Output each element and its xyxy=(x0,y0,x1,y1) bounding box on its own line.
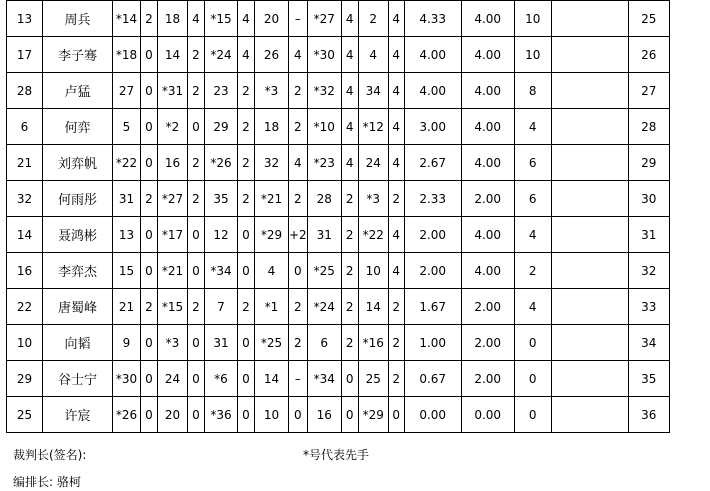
rank-cell: 34 xyxy=(628,325,669,361)
player-name-cell: 聂鸿彬 xyxy=(43,217,113,253)
round-opponent-cell: *31 xyxy=(158,73,188,109)
rank-cell: 25 xyxy=(628,1,669,37)
round-opponent-cell: *25 xyxy=(307,253,341,289)
player-name-cell: 刘弈帆 xyxy=(43,145,113,181)
player-number-cell: 29 xyxy=(7,361,43,397)
round-score-cell: 2 xyxy=(289,109,308,145)
round-score-cell: 2 xyxy=(341,217,358,253)
tiebreak-cell: 6 xyxy=(514,145,551,181)
round-score-cell: 4 xyxy=(341,73,358,109)
round-score-cell: 0 xyxy=(141,145,158,181)
points-cell: 4.00 xyxy=(461,145,514,181)
first-move-note: *号代表先手 xyxy=(303,448,370,462)
round-opponent-cell: *22 xyxy=(113,145,141,181)
rank-cell: 30 xyxy=(628,181,669,217)
player-number-cell: 17 xyxy=(7,37,43,73)
round-opponent-cell: *23 xyxy=(307,145,341,181)
points-cell: 4.00 xyxy=(461,217,514,253)
round-score-cell: 4 xyxy=(388,73,404,109)
round-score-cell: 2 xyxy=(238,181,255,217)
tiebreak-cell: 4 xyxy=(514,109,551,145)
tiebreak-cell: 4 xyxy=(514,217,551,253)
tiebreak-cell: 8 xyxy=(514,73,551,109)
round-score-cell: – xyxy=(289,361,308,397)
total-score-cell: 4.00 xyxy=(404,73,461,109)
round-opponent-cell: 16 xyxy=(158,145,188,181)
round-score-cell: 4 xyxy=(289,145,308,181)
round-score-cell: 4 xyxy=(341,109,358,145)
round-opponent-cell: *34 xyxy=(307,361,341,397)
round-opponent-cell: 20 xyxy=(158,397,188,433)
table-row xyxy=(7,1,670,37)
points-cell: 2.00 xyxy=(461,325,514,361)
round-score-cell: 4 xyxy=(238,37,255,73)
round-score-cell: 2 xyxy=(341,253,358,289)
round-score-cell: 0 xyxy=(238,253,255,289)
blank-cell xyxy=(551,109,628,145)
rank-cell: 36 xyxy=(628,397,669,433)
tiebreak-cell: 6 xyxy=(514,181,551,217)
table-row xyxy=(7,109,670,145)
table-row xyxy=(7,253,670,289)
blank-cell xyxy=(551,1,628,37)
rank-cell: 28 xyxy=(628,109,669,145)
rank-cell: 31 xyxy=(628,217,669,253)
round-score-cell: 0 xyxy=(341,397,358,433)
round-opponent-cell: 27 xyxy=(113,73,141,109)
round-opponent-cell: *27 xyxy=(158,181,188,217)
round-score-cell: 0 xyxy=(238,217,255,253)
round-opponent-cell: *14 xyxy=(113,1,141,37)
round-score-cell: 2 xyxy=(141,289,158,325)
round-opponent-cell: 14 xyxy=(358,289,388,325)
round-opponent-cell: *21 xyxy=(158,253,188,289)
player-number-cell: 6 xyxy=(7,109,43,145)
round-score-cell: 0 xyxy=(141,37,158,73)
total-score-cell: 3.00 xyxy=(404,109,461,145)
round-score-cell: 2 xyxy=(238,73,255,109)
round-opponent-cell: 24 xyxy=(158,361,188,397)
round-score-cell: 0 xyxy=(141,253,158,289)
player-number-cell: 16 xyxy=(7,253,43,289)
points-cell: 4.00 xyxy=(461,109,514,145)
round-opponent-cell: 25 xyxy=(358,361,388,397)
round-opponent-cell: 10 xyxy=(358,253,388,289)
round-opponent-cell: 34 xyxy=(358,73,388,109)
player-number-cell: 13 xyxy=(7,1,43,37)
round-opponent-cell: 6 xyxy=(307,325,341,361)
round-score-cell: 4 xyxy=(188,1,205,37)
round-opponent-cell: 15 xyxy=(113,253,141,289)
round-opponent-cell: 4 xyxy=(358,37,388,73)
tiebreak-cell: 2 xyxy=(514,253,551,289)
round-score-cell: 2 xyxy=(238,145,255,181)
round-score-cell: 4 xyxy=(341,37,358,73)
round-opponent-cell: *1 xyxy=(255,289,289,325)
total-score-cell: 2.67 xyxy=(404,145,461,181)
round-opponent-cell: *3 xyxy=(358,181,388,217)
tiebreak-cell: 10 xyxy=(514,1,551,37)
round-score-cell: 4 xyxy=(388,37,404,73)
round-score-cell: 2 xyxy=(238,289,255,325)
round-opponent-cell: *17 xyxy=(158,217,188,253)
round-score-cell: 2 xyxy=(289,181,308,217)
points-cell: 2.00 xyxy=(461,361,514,397)
round-score-cell: 4 xyxy=(388,253,404,289)
player-number-cell: 22 xyxy=(7,289,43,325)
player-number-cell: 14 xyxy=(7,217,43,253)
player-name-cell: 谷士宁 xyxy=(43,361,113,397)
player-name-cell: 许宸 xyxy=(43,397,113,433)
points-cell: 4.00 xyxy=(461,73,514,109)
round-score-cell: 2 xyxy=(289,73,308,109)
results-table xyxy=(6,0,670,433)
round-opponent-cell: *36 xyxy=(205,397,238,433)
total-score-cell: 0.00 xyxy=(404,397,461,433)
round-opponent-cell: *25 xyxy=(255,325,289,361)
blank-cell xyxy=(551,253,628,289)
round-score-cell: 0 xyxy=(238,361,255,397)
player-name-cell: 卢猛 xyxy=(43,73,113,109)
round-score-cell: 2 xyxy=(141,181,158,217)
round-score-cell: 2 xyxy=(188,73,205,109)
round-opponent-cell: 21 xyxy=(113,289,141,325)
round-opponent-cell: 9 xyxy=(113,325,141,361)
round-score-cell: 4 xyxy=(289,37,308,73)
points-cell: 2.00 xyxy=(461,289,514,325)
rank-cell: 27 xyxy=(628,73,669,109)
round-score-cell: 2 xyxy=(188,289,205,325)
table-row xyxy=(7,181,670,217)
round-opponent-cell: 31 xyxy=(307,217,341,253)
player-name-cell: 唐蜀峰 xyxy=(43,289,113,325)
tiebreak-cell: 0 xyxy=(514,397,551,433)
round-score-cell: 0 xyxy=(289,397,308,433)
round-opponent-cell: *29 xyxy=(358,397,388,433)
player-name-cell: 李子骞 xyxy=(43,37,113,73)
round-score-cell: 0 xyxy=(289,253,308,289)
blank-cell xyxy=(551,181,628,217)
chief-referee-signature: 裁判长(签名): xyxy=(13,448,87,462)
round-score-cell: 4 xyxy=(238,1,255,37)
player-number-cell: 21 xyxy=(7,145,43,181)
rank-cell: 32 xyxy=(628,253,669,289)
round-score-cell: 2 xyxy=(388,181,404,217)
round-opponent-cell: *16 xyxy=(358,325,388,361)
player-name-cell: 向韬 xyxy=(43,325,113,361)
round-opponent-cell: *29 xyxy=(255,217,289,253)
round-score-cell: 0 xyxy=(141,217,158,253)
table-row xyxy=(7,37,670,73)
round-opponent-cell: *24 xyxy=(307,289,341,325)
round-score-cell: +2 xyxy=(289,217,308,253)
total-score-cell: 2.00 xyxy=(404,253,461,289)
tiebreak-cell: 0 xyxy=(514,325,551,361)
round-opponent-cell: 14 xyxy=(158,37,188,73)
total-score-cell: 1.00 xyxy=(404,325,461,361)
player-name-cell: 何弈 xyxy=(43,109,113,145)
points-cell: 2.00 xyxy=(461,181,514,217)
rank-cell: 33 xyxy=(628,289,669,325)
round-score-cell: 2 xyxy=(388,361,404,397)
points-cell: 0.00 xyxy=(461,397,514,433)
round-opponent-cell: *30 xyxy=(307,37,341,73)
round-opponent-cell: *15 xyxy=(158,289,188,325)
round-score-cell: 4 xyxy=(388,109,404,145)
total-score-cell: 4.33 xyxy=(404,1,461,37)
blank-cell xyxy=(551,289,628,325)
round-opponent-cell: 4 xyxy=(255,253,289,289)
round-score-cell: 4 xyxy=(388,1,404,37)
rank-cell: 35 xyxy=(628,361,669,397)
round-score-cell: 0 xyxy=(141,397,158,433)
blank-cell xyxy=(551,217,628,253)
round-opponent-cell: 18 xyxy=(158,1,188,37)
table-row xyxy=(7,73,670,109)
round-opponent-cell: 5 xyxy=(113,109,141,145)
round-opponent-cell: 24 xyxy=(358,145,388,181)
table-row xyxy=(7,397,670,433)
player-name-cell: 何雨彤 xyxy=(43,181,113,217)
round-score-cell: – xyxy=(289,1,308,37)
player-number-cell: 10 xyxy=(7,325,43,361)
round-opponent-cell: *18 xyxy=(113,37,141,73)
tiebreak-cell: 10 xyxy=(514,37,551,73)
round-score-cell: 0 xyxy=(238,325,255,361)
round-opponent-cell: *2 xyxy=(158,109,188,145)
round-opponent-cell: *32 xyxy=(307,73,341,109)
round-score-cell: 0 xyxy=(188,325,205,361)
round-opponent-cell: 31 xyxy=(205,325,238,361)
round-opponent-cell: 13 xyxy=(113,217,141,253)
round-score-cell: 0 xyxy=(238,397,255,433)
round-score-cell: 4 xyxy=(388,217,404,253)
total-score-cell: 4.00 xyxy=(404,37,461,73)
blank-cell xyxy=(551,361,628,397)
round-score-cell: 2 xyxy=(341,325,358,361)
round-score-cell: 0 xyxy=(188,397,205,433)
round-opponent-cell: 20 xyxy=(255,1,289,37)
total-score-cell: 2.00 xyxy=(404,217,461,253)
round-opponent-cell: 10 xyxy=(255,397,289,433)
round-opponent-cell: 12 xyxy=(205,217,238,253)
table-row xyxy=(7,361,670,397)
scheduler-label: 编排长: 骆柯 xyxy=(13,475,81,489)
rank-cell: 29 xyxy=(628,145,669,181)
table-row xyxy=(7,289,670,325)
round-opponent-cell: 2 xyxy=(358,1,388,37)
round-score-cell: 0 xyxy=(188,109,205,145)
table-row xyxy=(7,145,670,181)
round-score-cell: 2 xyxy=(188,181,205,217)
round-score-cell: 2 xyxy=(388,325,404,361)
round-opponent-cell: 26 xyxy=(255,37,289,73)
round-score-cell: 0 xyxy=(141,361,158,397)
round-opponent-cell: *12 xyxy=(358,109,388,145)
round-opponent-cell: *22 xyxy=(358,217,388,253)
round-opponent-cell: 35 xyxy=(205,181,238,217)
round-opponent-cell: *26 xyxy=(113,397,141,433)
round-score-cell: 2 xyxy=(188,145,205,181)
round-score-cell: 0 xyxy=(341,361,358,397)
total-score-cell: 1.67 xyxy=(404,289,461,325)
points-cell: 4.00 xyxy=(461,1,514,37)
round-opponent-cell: *21 xyxy=(255,181,289,217)
round-opponent-cell: 32 xyxy=(255,145,289,181)
round-score-cell: 2 xyxy=(388,289,404,325)
player-number-cell: 28 xyxy=(7,73,43,109)
round-opponent-cell: *15 xyxy=(205,1,238,37)
round-score-cell: 2 xyxy=(289,289,308,325)
table-row xyxy=(7,217,670,253)
blank-cell xyxy=(551,73,628,109)
tiebreak-cell: 4 xyxy=(514,289,551,325)
blank-cell xyxy=(551,325,628,361)
round-score-cell: 0 xyxy=(188,217,205,253)
round-score-cell: 2 xyxy=(289,325,308,361)
round-score-cell: 0 xyxy=(141,325,158,361)
round-score-cell: 0 xyxy=(141,109,158,145)
round-opponent-cell: 31 xyxy=(113,181,141,217)
points-cell: 4.00 xyxy=(461,253,514,289)
tiebreak-cell: 0 xyxy=(514,361,551,397)
blank-cell xyxy=(551,397,628,433)
player-number-cell: 25 xyxy=(7,397,43,433)
round-score-cell: 0 xyxy=(188,361,205,397)
round-score-cell: 4 xyxy=(341,145,358,181)
round-opponent-cell: *3 xyxy=(255,73,289,109)
round-score-cell: 0 xyxy=(188,253,205,289)
round-opponent-cell: *27 xyxy=(307,1,341,37)
total-score-cell: 0.67 xyxy=(404,361,461,397)
points-cell: 4.00 xyxy=(461,37,514,73)
round-score-cell: 0 xyxy=(141,73,158,109)
round-score-cell: 2 xyxy=(188,37,205,73)
blank-cell xyxy=(551,145,628,181)
results-table-body xyxy=(7,1,670,433)
round-opponent-cell: *10 xyxy=(307,109,341,145)
round-opponent-cell: 18 xyxy=(255,109,289,145)
round-opponent-cell: *3 xyxy=(158,325,188,361)
round-score-cell: 4 xyxy=(388,145,404,181)
total-score-cell: 2.33 xyxy=(404,181,461,217)
round-score-cell: 2 xyxy=(238,109,255,145)
round-score-cell: 4 xyxy=(341,1,358,37)
round-score-cell: 2 xyxy=(141,1,158,37)
round-opponent-cell: 7 xyxy=(205,289,238,325)
round-opponent-cell: 14 xyxy=(255,361,289,397)
round-score-cell: 0 xyxy=(388,397,404,433)
player-name-cell: 李弈杰 xyxy=(43,253,113,289)
round-opponent-cell: *30 xyxy=(113,361,141,397)
round-opponent-cell: 16 xyxy=(307,397,341,433)
round-opponent-cell: 23 xyxy=(205,73,238,109)
round-opponent-cell: *6 xyxy=(205,361,238,397)
player-name-cell: 周兵 xyxy=(43,1,113,37)
round-opponent-cell: 29 xyxy=(205,109,238,145)
round-opponent-cell: *34 xyxy=(205,253,238,289)
round-opponent-cell: *24 xyxy=(205,37,238,73)
round-score-cell: 2 xyxy=(341,181,358,217)
blank-cell xyxy=(551,37,628,73)
rank-cell: 26 xyxy=(628,37,669,73)
table-row xyxy=(7,325,670,361)
round-opponent-cell: 28 xyxy=(307,181,341,217)
player-number-cell: 32 xyxy=(7,181,43,217)
round-opponent-cell: *26 xyxy=(205,145,238,181)
round-score-cell: 2 xyxy=(341,289,358,325)
